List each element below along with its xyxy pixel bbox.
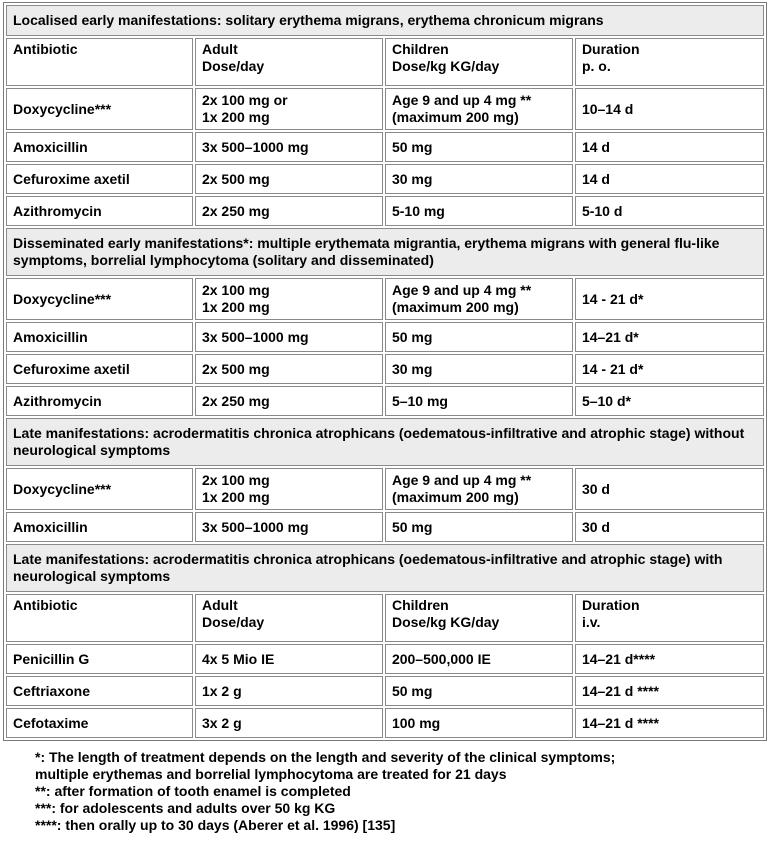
cell-adult-dose-line: 3x 500–1000 mg <box>201 328 309 345</box>
cell-children-dose-line: 50 mg <box>391 328 433 345</box>
cell-adult-dose-line: 1x 200 mg <box>201 489 270 505</box>
cell-duration-line: 14–21 d**** <box>581 650 656 667</box>
cell-children-dose <box>385 278 573 320</box>
cell-duration <box>575 132 764 162</box>
cell-adult-dose <box>195 322 383 352</box>
cell-children-dose <box>385 88 573 130</box>
cell-adult-dose-line: 3x 500–1000 mg <box>201 138 309 155</box>
cell-antibiotic: Cefotaxime <box>6 708 193 738</box>
cell-adult-dose <box>195 708 383 738</box>
header-children-dose-line: Children <box>391 41 449 57</box>
header-duration <box>575 38 764 86</box>
cell-adult-dose-line: 2x 500 mg <box>201 170 270 187</box>
header-adult-dose-line: Adult <box>201 597 238 613</box>
cell-duration-line: 14–21 d **** <box>581 714 659 731</box>
header-children-dose <box>385 38 573 86</box>
header-antibiotic: Antibiotic <box>6 38 193 86</box>
cell-children-dose-line: 200–500,000 IE <box>391 650 491 667</box>
cell-children-dose-line: Age 9 and up 4 mg ** <box>391 282 532 298</box>
cell-duration-line: 5–10 d* <box>581 392 631 409</box>
column-header-row <box>6 594 764 642</box>
table-row <box>6 196 764 226</box>
cell-children-dose-line: 50 mg <box>391 682 433 699</box>
cell-antibiotic: Cefuroxime axetil <box>6 354 193 384</box>
section-title: Late manifestations: acrodermatitis chronica atrophicans (oedematous-infiltrative and atrophic stage) without neurological symptoms <box>6 418 764 466</box>
cell-children-dose-line: 30 mg <box>391 360 433 377</box>
table-row <box>6 644 764 674</box>
cell-antibiotic: Doxycycline*** <box>6 278 193 320</box>
cell-antibiotic: Amoxicillin <box>6 132 193 162</box>
table-row <box>6 354 764 384</box>
cell-adult-dose <box>195 676 383 706</box>
cell-duration <box>575 644 764 674</box>
cell-duration <box>575 512 764 542</box>
cell-children-dose <box>385 708 573 738</box>
cell-adult-dose-line: 2x 250 mg <box>201 202 270 219</box>
cell-adult-dose <box>195 196 383 226</box>
header-duration-line: Duration <box>581 597 640 613</box>
cell-children-dose-line: (maximum 200 mg) <box>391 109 519 125</box>
cell-children-dose <box>385 322 573 352</box>
cell-adult-dose-line: 3x 500–1000 mg <box>201 518 309 535</box>
cell-children-dose <box>385 468 573 510</box>
cell-adult-dose-line: 2x 100 mg or <box>201 92 288 108</box>
section-title-row <box>6 228 764 276</box>
footnote-line: *: The length of treatment depends on the length and severity of the clinical symptoms; <box>35 749 616 765</box>
cell-children-dose <box>385 196 573 226</box>
cell-adult-dose-line: 4x 5 Mio IE <box>201 650 275 667</box>
cell-duration-line: 30 d <box>581 518 610 535</box>
footnotes <box>35 749 767 834</box>
cell-adult-dose <box>195 512 383 542</box>
cell-duration-line: 14 d <box>581 170 610 187</box>
cell-children-dose-line: 50 mg <box>391 518 433 535</box>
cell-duration <box>575 322 764 352</box>
cell-adult-dose <box>195 278 383 320</box>
cell-children-dose-line: Age 9 and up 4 mg ** <box>391 92 532 108</box>
table-row <box>6 708 764 738</box>
cell-antibiotic: Amoxicillin <box>6 512 193 542</box>
cell-adult-dose <box>195 88 383 130</box>
table-row <box>6 676 764 706</box>
section-title-row <box>6 418 764 466</box>
footnote-line: multiple erythemas and borrelial lymphocytoma are treated for 21 days <box>35 766 507 782</box>
header-adult-dose <box>195 594 383 642</box>
cell-children-dose-line: (maximum 200 mg) <box>391 299 519 315</box>
cell-antibiotic: Cefuroxime axetil <box>6 164 193 194</box>
cell-adult-dose-line: 2x 100 mg <box>201 282 270 298</box>
header-duration <box>575 594 764 642</box>
table-row <box>6 512 764 542</box>
cell-children-dose <box>385 386 573 416</box>
table-row <box>6 88 764 130</box>
cell-adult-dose-line: 1x 2 g <box>201 682 242 699</box>
header-adult-dose-line: Dose/day <box>201 58 265 74</box>
cell-adult-dose <box>195 132 383 162</box>
cell-antibiotic: Doxycycline*** <box>6 88 193 130</box>
header-adult-dose <box>195 38 383 86</box>
cell-children-dose-line: (maximum 200 mg) <box>391 489 519 505</box>
section-title: Localised early manifestations: solitary erythema migrans, erythema chronicum migrans <box>6 5 764 36</box>
section-title-row <box>6 5 764 36</box>
cell-adult-dose <box>195 164 383 194</box>
header-children-dose-line: Children <box>391 597 449 613</box>
document <box>3 2 767 834</box>
cell-antibiotic: Amoxicillin <box>6 322 193 352</box>
cell-adult-dose-line: 1x 200 mg <box>201 299 270 315</box>
cell-children-dose <box>385 132 573 162</box>
cell-adult-dose <box>195 644 383 674</box>
cell-duration <box>575 196 764 226</box>
cell-duration-line: 30 d <box>581 480 610 497</box>
cell-duration <box>575 468 764 510</box>
cell-duration <box>575 354 764 384</box>
cell-adult-dose <box>195 354 383 384</box>
cell-duration <box>575 164 764 194</box>
cell-adult-dose-line: 2x 250 mg <box>201 392 270 409</box>
cell-antibiotic: Azithromycin <box>6 386 193 416</box>
cell-duration-line: 14 - 21 d* <box>581 290 644 307</box>
cell-children-dose <box>385 644 573 674</box>
cell-adult-dose <box>195 386 383 416</box>
cell-duration-line: 10–14 d <box>581 100 634 117</box>
cell-children-dose-line: Age 9 and up 4 mg ** <box>391 472 532 488</box>
table-row <box>6 132 764 162</box>
cell-adult-dose-line: 2x 100 mg <box>201 472 270 488</box>
cell-adult-dose-line: 3x 2 g <box>201 714 242 731</box>
cell-adult-dose <box>195 468 383 510</box>
cell-adult-dose-line: 1x 200 mg <box>201 109 270 125</box>
footnote-line: **: after formation of tooth enamel is completed <box>35 783 351 799</box>
cell-duration <box>575 88 764 130</box>
cell-duration-line: 14–21 d* <box>581 328 639 345</box>
header-adult-dose-line: Dose/day <box>201 614 265 630</box>
antibiotic-treatment-table <box>3 2 767 741</box>
cell-antibiotic: Ceftriaxone <box>6 676 193 706</box>
table-row <box>6 468 764 510</box>
table-row <box>6 164 764 194</box>
table-row <box>6 386 764 416</box>
footnote-line: ****: then orally up to 30 days (Aberer et al. 1996) [135] <box>35 817 396 833</box>
section-title: Late manifestations: acrodermatitis chronica atrophicans (oedematous-infiltrative and atrophic stage) with neurological symptoms <box>6 544 764 592</box>
cell-children-dose-line: 5-10 mg <box>391 202 445 219</box>
cell-children-dose-line: 50 mg <box>391 138 433 155</box>
header-duration-line: Duration <box>581 41 640 57</box>
section-title-row <box>6 544 764 592</box>
table-row <box>6 322 764 352</box>
section-title: Disseminated early manifestations*: multiple erythemata migrantia, erythema migrans with general flu-like symptoms, borrelial lymphocytoma (solitary and disseminated) <box>6 228 764 276</box>
header-duration-line: p. o. <box>581 58 611 74</box>
cell-children-dose-line: 5–10 mg <box>391 392 448 409</box>
cell-duration-line: 5-10 d <box>581 202 623 219</box>
cell-children-dose <box>385 512 573 542</box>
table-row <box>6 278 764 320</box>
cell-children-dose-line: 30 mg <box>391 170 433 187</box>
cell-antibiotic: Doxycycline*** <box>6 468 193 510</box>
header-antibiotic: Antibiotic <box>6 594 193 642</box>
cell-duration <box>575 708 764 738</box>
header-duration-line: i.v. <box>581 614 601 630</box>
footnote-line: ***: for adolescents and adults over 50 kg KG <box>35 800 336 816</box>
header-children-dose <box>385 594 573 642</box>
cell-duration <box>575 386 764 416</box>
cell-children-dose <box>385 354 573 384</box>
header-adult-dose-line: Adult <box>201 41 238 57</box>
cell-antibiotic: Penicillin G <box>6 644 193 674</box>
cell-children-dose <box>385 164 573 194</box>
header-children-dose-line: Dose/kg KG/day <box>391 614 500 630</box>
cell-children-dose <box>385 676 573 706</box>
cell-adult-dose-line: 2x 500 mg <box>201 360 270 377</box>
header-children-dose-line: Dose/kg KG/day <box>391 58 500 74</box>
cell-duration <box>575 278 764 320</box>
cell-children-dose-line: 100 mg <box>391 714 441 731</box>
cell-duration-line: 14 d <box>581 138 610 155</box>
column-header-row <box>6 38 764 86</box>
cell-duration-line: 14–21 d **** <box>581 682 659 699</box>
cell-duration <box>575 676 764 706</box>
cell-duration-line: 14 - 21 d* <box>581 360 644 377</box>
cell-antibiotic: Azithromycin <box>6 196 193 226</box>
